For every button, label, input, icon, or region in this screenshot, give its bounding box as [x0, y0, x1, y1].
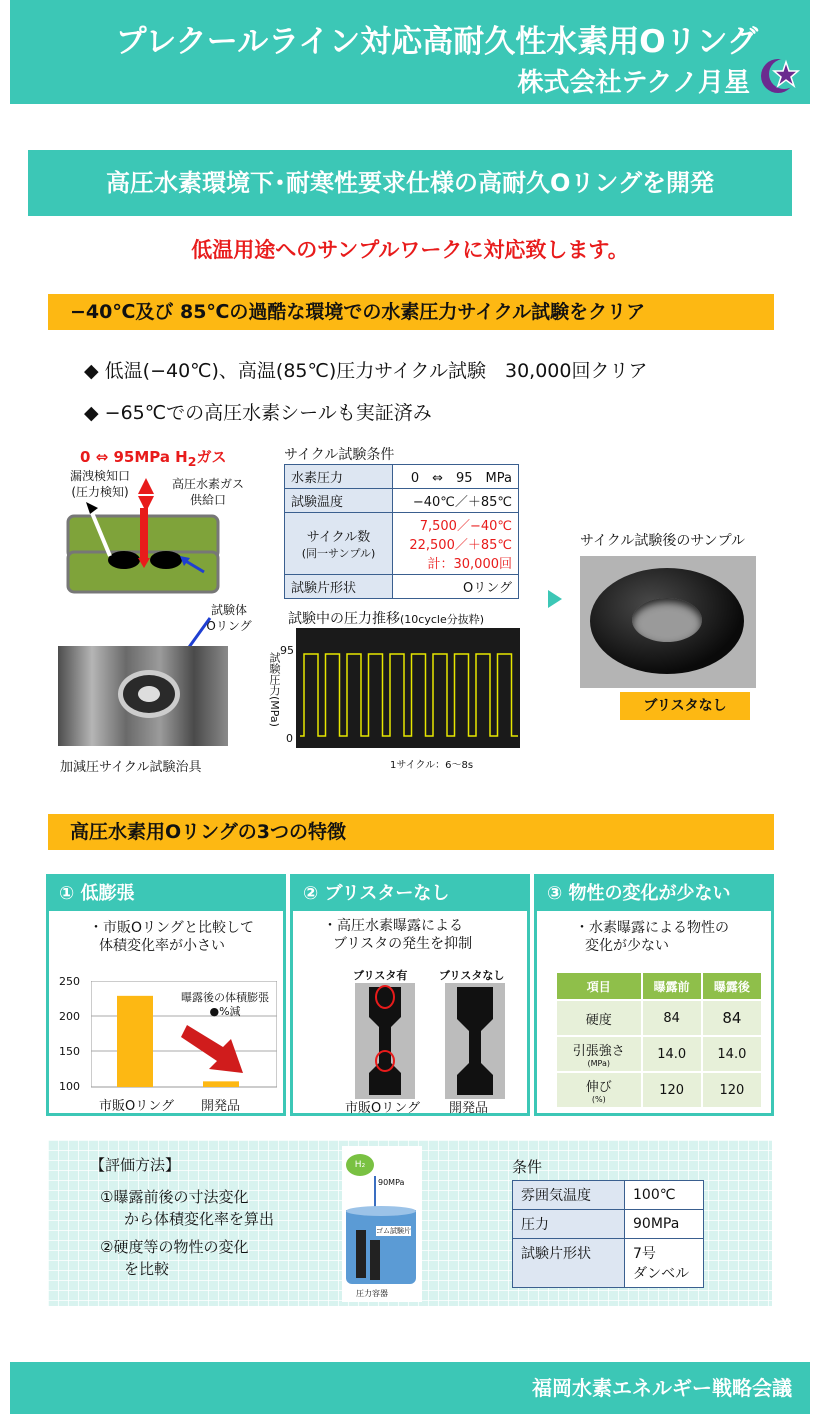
eval-cond-title: 条件: [512, 1158, 543, 1176]
section2-title: 高圧水素用Oリングの3つの特徴: [48, 814, 774, 850]
bar-2: [203, 1081, 239, 1087]
eval-item-2: ②硬度等の物性の変化 を比較: [100, 1238, 249, 1278]
property-table: [555, 971, 763, 1109]
header-banner: [10, 0, 810, 104]
pressure-chart-ylabel: 試験圧力(MPa): [268, 652, 281, 727]
feature-1-box: [46, 874, 286, 1116]
pressure-label: 0 ⇔ 95MPa $H_2$ガス: [80, 448, 227, 469]
table-row: 引張強さ (MPa) 14.0 14.0: [556, 1036, 762, 1072]
notice-text: 低温用途へのサンプルワークに対応致します。: [191, 238, 629, 262]
supply-port-label: 高圧水素ガス 供給口: [171, 477, 244, 507]
bullet-2-text: −65℃での高圧水素シールも実証済み: [104, 402, 432, 424]
eval-title: 【評価方法】: [90, 1156, 181, 1174]
cond-pressure-label: 水素圧力: [285, 465, 393, 489]
prop-head-after: 曝露後: [702, 972, 762, 1000]
cycle-conditions-table: [284, 464, 519, 599]
eval-temp-label: 雰囲気温度: [513, 1181, 625, 1210]
eval-item-1: ①曝露前後の寸法変化 から体積変化率を算出: [100, 1188, 275, 1228]
bar-1: [117, 996, 153, 1087]
feature-1-heading: ① 低膨張: [49, 877, 283, 911]
table-row: 硬度 84 84: [556, 1000, 762, 1036]
feature-3-box: [534, 874, 774, 1116]
main-banner: 高圧水素環境下･耐寒性要求仕様の高耐久Oリングを開発: [28, 150, 792, 216]
fig-specimen-tag: ゴム試験片: [376, 1227, 411, 1235]
pressure-chart-title: 試験中の圧力推移(10cycle分抜粋): [288, 611, 485, 627]
cond-temp-label: 試験温度: [285, 489, 393, 513]
cond-title: サイクル試験条件: [284, 447, 395, 463]
eval-conditions-table: [512, 1180, 704, 1288]
test-cell-diagram: [64, 468, 254, 608]
blister-no-label: ブリスタなし: [439, 969, 505, 982]
eval-temp-value: 100℃: [625, 1181, 704, 1210]
eval-pressure-value: 90MPa: [625, 1210, 704, 1239]
cond-cycles-label: サイクル数 (同一サンプル): [285, 513, 393, 575]
fig-vessel-label: 圧力容器: [356, 1289, 388, 1298]
specimen-cap-2: 開発品: [449, 1101, 489, 1116]
feature-2-box: [290, 874, 530, 1116]
company-logo-icon: [758, 56, 804, 96]
bullet-1: ◆ 低温(−40℃)、高温(85℃)圧力サイクル試験 30,000回クリア: [84, 360, 648, 382]
company-name: 株式会社テクノ月星: [517, 68, 750, 98]
jig-caption: 加減圧サイクル試験治具: [60, 760, 202, 775]
fig-pressure-label: 90MPa: [378, 1178, 405, 1187]
bullet-1-text: 低温(−40℃)、高温(85℃)圧力サイクル試験 30,000回クリア: [104, 360, 648, 382]
feature-2-desc: ・高圧水素曝露による ブリスタの発生を抑制: [323, 918, 473, 952]
leak-port-label: 漏洩検知口 (圧力検知): [69, 469, 130, 499]
feature-2-heading: ② ブリスターなし: [293, 877, 527, 911]
eval-shape-value: 7号 ダンベル: [625, 1239, 704, 1288]
specimen-label: 試験体 Oリング: [206, 603, 252, 633]
eval-pressure-label: 圧力: [513, 1210, 625, 1239]
next-arrow-icon: [548, 590, 562, 608]
cond-pressure-value: 0 ⇔ 95 MPa: [393, 465, 519, 489]
bar-chart-ytick-250: 250: [59, 975, 80, 988]
bar-chart-ytick-150: 150: [59, 1045, 80, 1058]
vessel-figure: [342, 1146, 422, 1302]
bar-chart-cat-1: 市販Oリング: [99, 1099, 174, 1114]
pressure-chart-y-lo: 0: [286, 732, 293, 745]
h2-tank-label: H₂: [346, 1154, 374, 1176]
feature-3-desc: ・水素曝露による物性の 変化が少ない: [575, 920, 729, 954]
developed-specimen-photo: [445, 983, 505, 1099]
bar-chart-ytick-200: 200: [59, 1010, 80, 1023]
cond-shape-value: Oリング: [393, 575, 519, 599]
table-row: 伸び (%) 120 120: [556, 1072, 762, 1108]
jig-photo: [58, 646, 228, 746]
bar-chart-cat-2: 開発品: [201, 1099, 241, 1114]
commercial-specimen-photo: [355, 983, 415, 1099]
evaluation-panel: [48, 1140, 772, 1306]
pressure-chart-xlabel: 1サイクル：6〜8s: [390, 760, 474, 771]
sample-title: サイクル試験後のサンプル: [580, 533, 746, 549]
prop-head-before: 曝露前: [642, 972, 702, 1000]
specimen-cap-1: 市販Oリング: [345, 1101, 420, 1116]
eval-shape-label: 試験片形状: [513, 1239, 625, 1288]
pressure-chart-y-hi: 95: [280, 644, 294, 657]
bar-chart-note: 曝露後の体積膨張 ●%減: [181, 991, 269, 1018]
blister-free-badge: ブリスタなし: [620, 692, 750, 720]
cond-cycles-value: 7,500／−40℃ 22,500／＋85℃ 計：30,000回: [393, 513, 519, 575]
page-title: プレクールライン対応高耐久性水素用Oリング: [115, 24, 758, 60]
section1-title: −40℃及び 85℃の過酷な環境での水素圧力サイクル試験をクリア: [48, 294, 774, 330]
feature-3-heading: ③ 物性の変化が少ない: [537, 877, 771, 911]
blister-yes-label: ブリスタ有: [353, 969, 408, 982]
pressure-chart: [296, 628, 520, 748]
prop-head-item: 項目: [556, 972, 642, 1000]
bar-chart-ytick-100: 100: [59, 1080, 80, 1093]
sample-photo: [580, 556, 756, 688]
feature-1-desc: ・市販Oリングと比較して 体積変化率が小さい: [89, 920, 255, 954]
cond-shape-label: 試験片形状: [285, 575, 393, 599]
bullet-2: ◆ −65℃での高圧水素シールも実証済み: [84, 402, 432, 424]
footer-banner: 福岡水素エネルギー戦略会議: [10, 1362, 810, 1414]
cond-temp-value: −40℃／＋85℃: [393, 489, 519, 513]
